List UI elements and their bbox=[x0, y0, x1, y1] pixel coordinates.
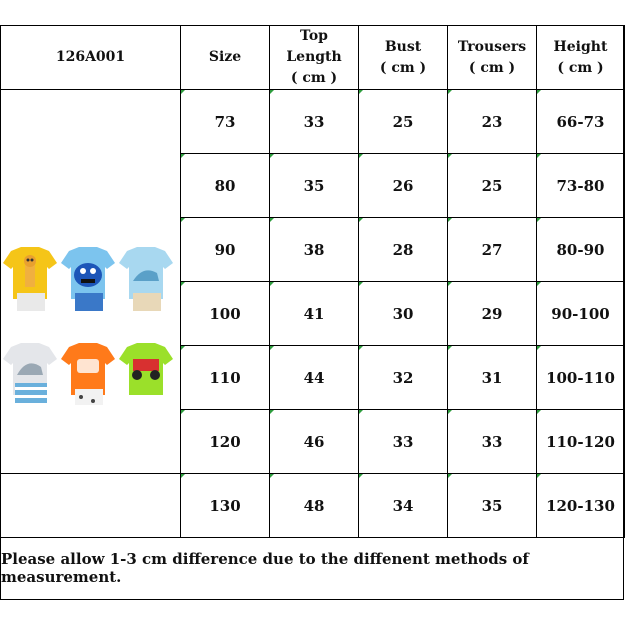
trousers-value: 33 bbox=[448, 410, 537, 474]
trousers-value: 31 bbox=[448, 346, 537, 410]
size-value: 73 bbox=[181, 90, 270, 154]
grey-dino-shirt-image bbox=[3, 343, 57, 403]
bust-value: 30 bbox=[359, 282, 448, 346]
model-number: 126A001 bbox=[1, 26, 181, 90]
trousers-value: 25 bbox=[448, 154, 537, 218]
bust-value: 33 bbox=[359, 410, 448, 474]
trousers-value: 29 bbox=[448, 282, 537, 346]
bust-header: Bust ( cm ) bbox=[359, 26, 448, 90]
top-length-value: 33 bbox=[270, 90, 359, 154]
trousers-value: 23 bbox=[448, 90, 537, 154]
bust-value: 26 bbox=[359, 154, 448, 218]
bust-value: 32 bbox=[359, 346, 448, 410]
size-value: 110 bbox=[181, 346, 270, 410]
size-chart-table bbox=[0, 25, 625, 538]
table-row bbox=[1, 90, 625, 154]
top-length-value: 35 bbox=[270, 154, 359, 218]
height-value: 66-73 bbox=[537, 90, 625, 154]
height-value: 73-80 bbox=[537, 154, 625, 218]
header-row bbox=[1, 26, 625, 90]
size-header: Size bbox=[181, 26, 270, 90]
size-value: 120 bbox=[181, 410, 270, 474]
light-blue-dino-shirt-image bbox=[119, 247, 173, 311]
trousers-value: 27 bbox=[448, 218, 537, 282]
height-value: 110-120 bbox=[537, 410, 625, 474]
top-length-value: 46 bbox=[270, 410, 359, 474]
top-length-value: 44 bbox=[270, 346, 359, 410]
top-length-value: 41 bbox=[270, 282, 359, 346]
bust-value: 34 bbox=[359, 474, 448, 538]
size-value: 100 bbox=[181, 282, 270, 346]
green-truck-shirt-image bbox=[119, 343, 173, 395]
orange-shirt-image bbox=[61, 343, 115, 405]
blue-monster-shirt-image bbox=[61, 247, 115, 311]
bust-value: 28 bbox=[359, 218, 448, 282]
height-value: 120-130 bbox=[537, 474, 625, 538]
size-value: 90 bbox=[181, 218, 270, 282]
measurement-note: Please allow 1-3 cm difference due to the diffenent methods of measurement. bbox=[0, 537, 624, 600]
height-header: Height ( cm ) bbox=[537, 26, 625, 90]
trousers-header: Trousers ( cm ) bbox=[448, 26, 537, 90]
trousers-value: 35 bbox=[448, 474, 537, 538]
top-length-value: 38 bbox=[270, 218, 359, 282]
table-row bbox=[1, 474, 625, 538]
height-value: 100-110 bbox=[537, 346, 625, 410]
product-image-cell bbox=[1, 90, 181, 474]
top-length-value: 48 bbox=[270, 474, 359, 538]
empty-cell bbox=[1, 474, 181, 538]
top-length-header: Top Length ( cm ) bbox=[270, 26, 359, 90]
product-photos bbox=[1, 155, 181, 405]
height-value: 80-90 bbox=[537, 218, 625, 282]
bust-value: 25 bbox=[359, 90, 448, 154]
giraffe-shirt-image bbox=[3, 247, 57, 311]
size-value: 130 bbox=[181, 474, 270, 538]
size-value: 80 bbox=[181, 154, 270, 218]
height-value: 90-100 bbox=[537, 282, 625, 346]
